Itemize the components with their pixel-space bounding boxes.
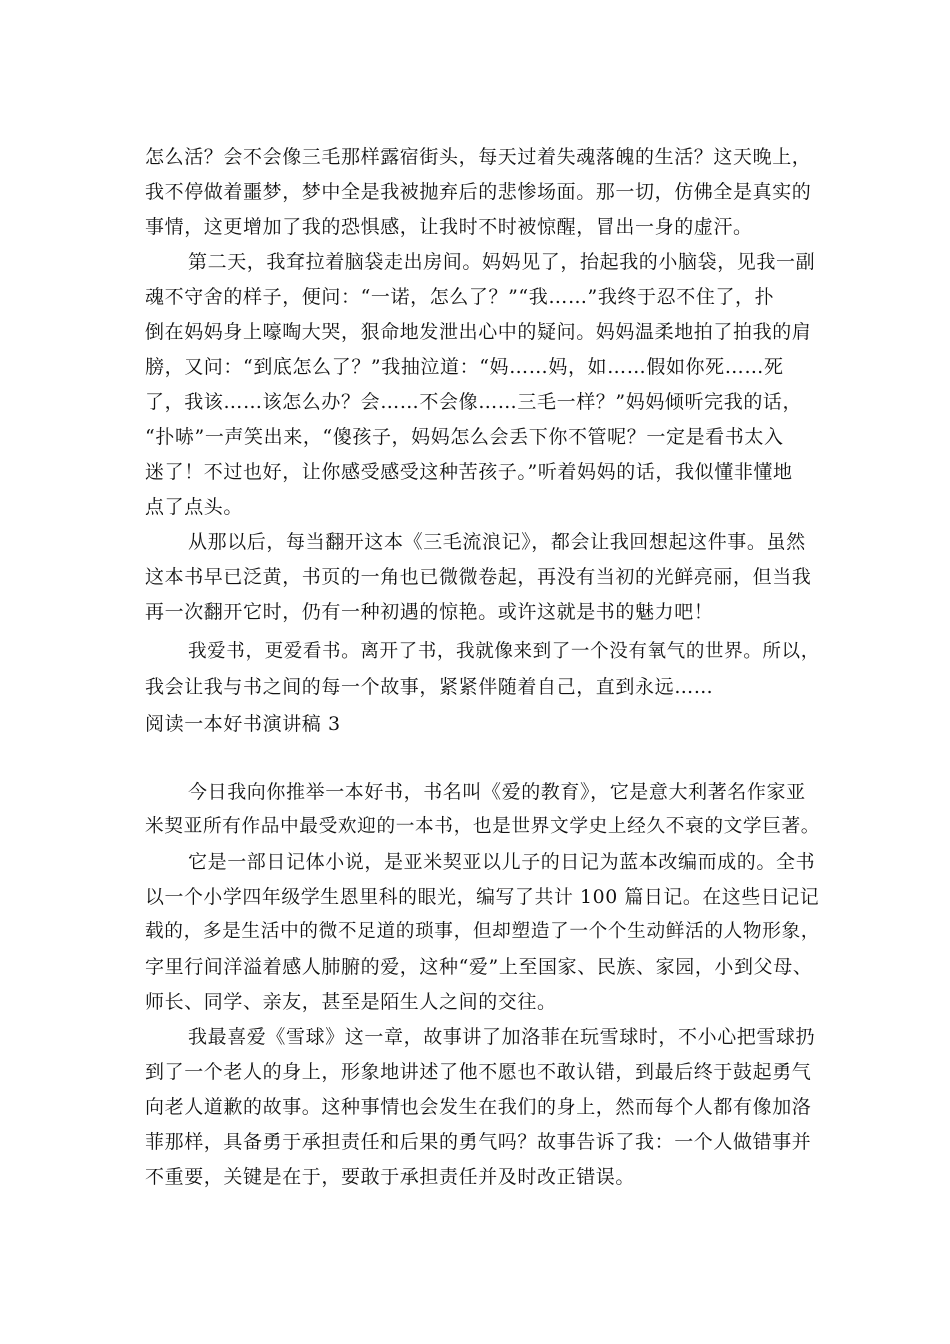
text-line: 我会让我与书之间的每一个故事，紧紧伴随着自己，直到永远…… xyxy=(145,676,714,698)
text-line: 怎么活？会不会像三毛那样露宿街头，每天过着失魂落魄的生活？这天晚上， xyxy=(145,146,812,168)
paragraph-start: 它是一部日记体小说，是亚米契亚以儿子的日记为蓝本改编而成的。全书 xyxy=(188,851,816,873)
text-line: 这本书早已泛黄，书页的一角也已微微卷起，再没有当初的光鲜亮丽，但当我 xyxy=(145,566,812,588)
paragraph-start: 我爱书，更爱看书。离开了书，我就像来到了一个没有氧气的世界。所以， xyxy=(188,641,820,662)
section-heading: 阅读一本好书演讲稿 3 xyxy=(145,713,341,735)
text-line: 不重要，关键是在于，要敢于承担责任并及时改正错误。 xyxy=(145,1166,636,1188)
text-line: 再一次翻开它时，仍有一种初遇的惊艳。或许这就是书的魅力吧！ xyxy=(145,601,714,623)
paragraph-start: 从那以后，每当翻开这本《三毛流浪记》，都会让我回想起这件事。虽然 xyxy=(188,531,806,553)
text-line: 我不停做着噩梦，梦中全是我被抛弃后的悲惨场面。那一切，仿佛全是真实的 xyxy=(145,181,812,203)
text-line: 米契亚所有作品中最受欢迎的一本书，也是世界文学史上经久不衰的文学巨著。 xyxy=(145,816,821,837)
text-line: 膀，又问：“到底怎么了？”我抽泣道：“妈……妈，如……假如你死……死 xyxy=(145,356,784,378)
text-line: 魂不守舍的样子，便问：“一诺，怎么了？”“我……”我终于忍不住了，扑 xyxy=(145,286,775,308)
paragraph-start: 第二天，我耷拉着脑袋走出房间。妈妈见了，抬起我的小脑袋，见我一副 xyxy=(188,251,816,273)
text-line: “扑哧”一声笑出来，“傻孩子，妈妈怎么会丢下你不管呢？一定是看书太入 xyxy=(145,426,784,448)
text-line: 向老人道歉的故事。这种事情也会发生在我们的身上，然而每个人都有像加洛 xyxy=(145,1096,812,1118)
text-line: 迷了！不过也好，让你感受感受这种苦孩子。”听着妈妈的话，我似懂非懂地 xyxy=(145,461,793,483)
text-line: 倒在妈妈身上嚎啕大哭，狠命地发泄出心中的疑问。妈妈温柔地拍了拍我的肩 xyxy=(145,321,812,343)
text-line: 事情，这更增加了我的恐惧感，让我时不时被惊醒，冒出一身的虚汗。 xyxy=(145,216,753,238)
text-line: 了，我该……该怎么办？会……不会像……三毛一样？”妈妈倾听完我的话， xyxy=(145,391,803,413)
paragraph-start: 今日我向你推举一本好书，书名叫《爱的教育》，它是意大利著名作家亚 xyxy=(188,781,806,803)
text-line: 以一个小学四年级学生恩里科的眼光，编写了共计 100 篇日记。在这些日记记 xyxy=(145,886,820,908)
text-line: 载的，多是生活中的微不足道的琐事，但却塑造了一个个生动鲜活的人物形象， xyxy=(145,921,821,942)
text-line: 到了一个老人的身上，形象地讲述了他不愿也不敢认错，到最后终于鼓起勇气 xyxy=(145,1061,812,1083)
paragraph-start: 我最喜爱《雪球》这一章，故事讲了加洛菲在玩雪球时，不小心把雪球扔 xyxy=(188,1026,816,1048)
text-line: 点了点头。 xyxy=(145,496,244,518)
text-line: 字里行间洋溢着感人肺腑的爱，这种“爱”上至国家、民族、家园，小到父母、 xyxy=(145,956,813,978)
text-line: 师长、同学、亲友，甚至是陌生人之间的交往。 xyxy=(145,991,557,1013)
text-line: 菲那样，具备勇于承担责任和后果的勇气吗？故事告诉了我：一个人做错事并 xyxy=(145,1131,812,1153)
